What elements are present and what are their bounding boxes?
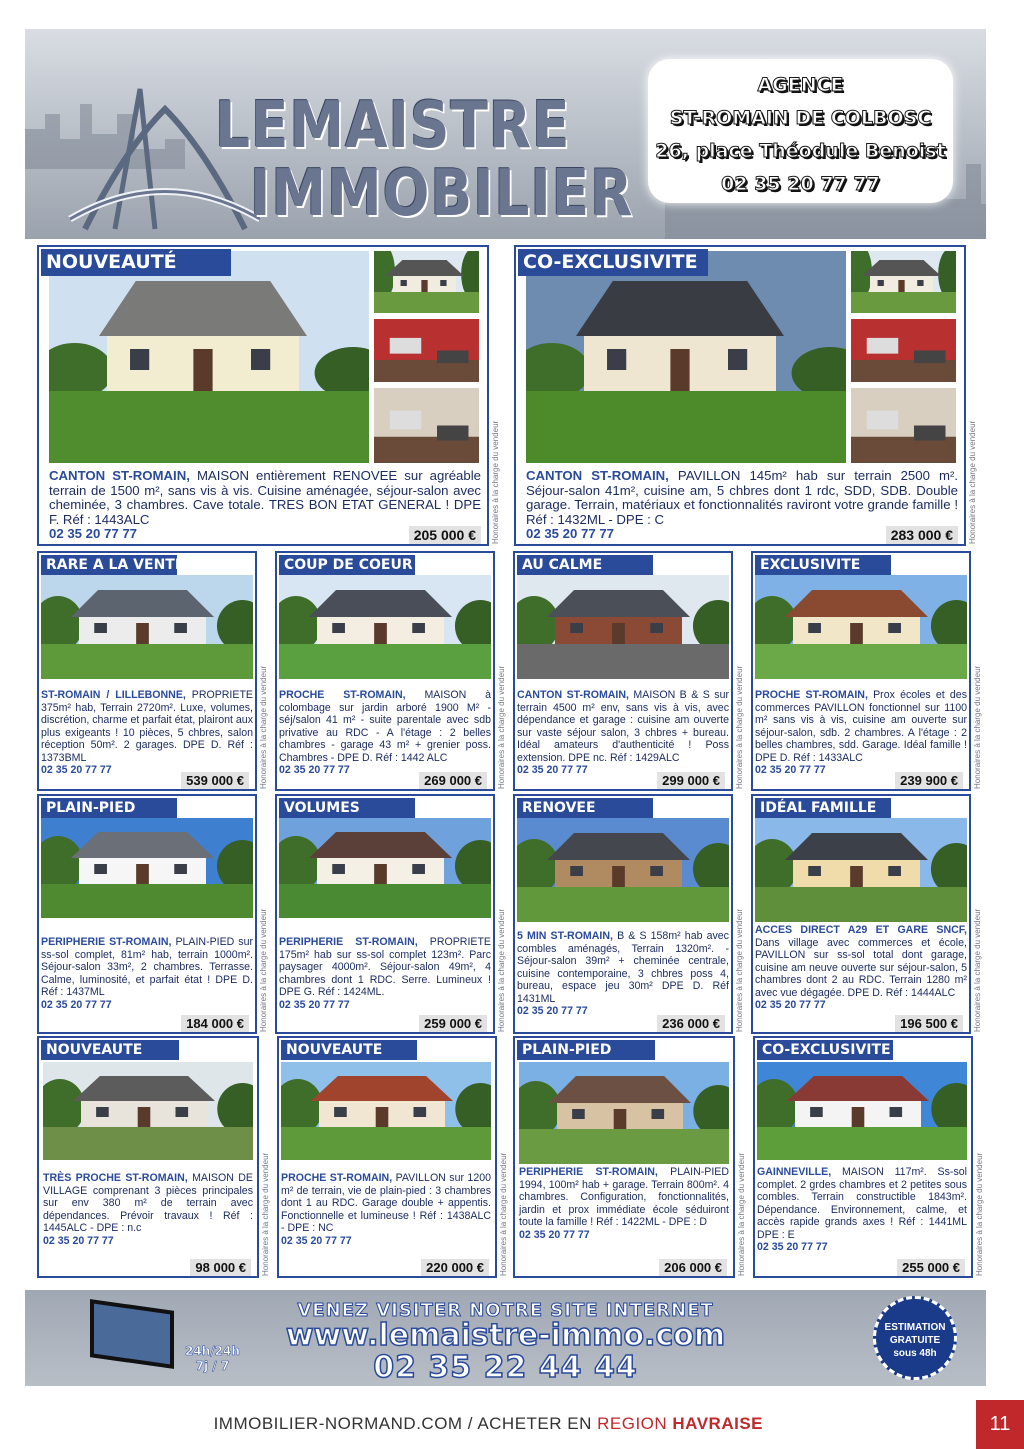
- listing-location: PERIPHERIE ST-ROMAIN,: [279, 936, 418, 948]
- house-photo-icon: [517, 818, 729, 922]
- fees-note: Honoraires à la charge du vendeur: [973, 908, 982, 1032]
- listing-photo[interactable]: [279, 818, 491, 918]
- listing-location: TRÈS PROCHE ST-ROMAIN,: [43, 1172, 188, 1184]
- listing-card[interactable]: [513, 794, 744, 1034]
- house-photo-icon: [517, 575, 729, 679]
- listing-text: [757, 1166, 967, 1254]
- listing-location: ST-ROMAIN / LILLEBONNE,: [41, 689, 186, 701]
- listing-price: 184 000 €: [181, 1015, 249, 1032]
- listing-photo[interactable]: [374, 251, 479, 313]
- logo-text-line2: IMMOBILIER: [250, 157, 634, 231]
- website-phone[interactable]: 02 35 22 44 44: [373, 1350, 638, 1385]
- listing-photo[interactable]: [851, 251, 956, 313]
- listing-text: [755, 689, 967, 777]
- listing-photo[interactable]: [851, 388, 956, 463]
- listing-location: PERIPHERIE ST-ROMAIN,: [41, 936, 172, 948]
- listing-card[interactable]: [751, 551, 982, 791]
- listing-phone[interactable]: 02 35 20 77 77: [517, 1005, 588, 1017]
- listing-card[interactable]: [37, 551, 268, 791]
- fees-note: Honoraires à la charge du vendeur: [259, 665, 268, 789]
- listing-tag: NOUVEAUTE: [281, 1040, 417, 1060]
- fees-note: Honoraires à la charge du vendeur: [975, 1152, 984, 1276]
- listing-card[interactable]: [275, 551, 506, 791]
- listing-price: 269 000 €: [419, 772, 487, 789]
- listing-phone[interactable]: 02 35 20 77 77: [517, 764, 588, 776]
- listing-phone[interactable]: 02 35 20 77 77: [49, 526, 137, 541]
- listing-tag: PLAIN-PIED: [41, 798, 177, 818]
- listing-phone[interactable]: 02 35 20 77 77: [41, 998, 112, 1011]
- listing-photo[interactable]: [41, 575, 253, 679]
- listing-phone[interactable]: 02 35 20 77 77: [755, 764, 826, 776]
- listing-card[interactable]: [37, 1036, 270, 1278]
- interior-photo-icon: [851, 319, 956, 382]
- listing-phone[interactable]: 02 35 20 77 77: [41, 764, 112, 776]
- listing-photo[interactable]: [757, 1062, 967, 1160]
- listing-price: 236 000 €: [657, 1015, 725, 1032]
- fees-note: Honoraires à la charge du vendeur: [497, 665, 506, 789]
- listing-tag: COUP DE COEUR: [279, 555, 415, 575]
- footer-region: REGION: [597, 1414, 673, 1433]
- listing-text: [279, 936, 491, 1011]
- listing-card[interactable]: [37, 245, 500, 546]
- listing-price: 98 000 €: [190, 1259, 251, 1276]
- listing-description: MAISON 117m². Ss-sol complet. 2 grdes chambres et 2 petites sous combles. Terrain constructible 1843m². Dépendance. Environnement, calme, et accès rapide grands axes ! Réf : 1441ML DPE : E: [757, 1166, 967, 1241]
- house-photo-icon: [281, 1062, 491, 1160]
- listing-location: ACCES DIRECT A29 ET GARE SNCF,: [755, 924, 967, 936]
- listing-price: 220 000 €: [421, 1259, 489, 1276]
- listing-location: PROCHE ST-ROMAIN,: [755, 689, 868, 701]
- listing-photo[interactable]: [49, 251, 369, 463]
- house-photo-icon: [279, 818, 491, 918]
- listing-phone[interactable]: 02 35 20 77 77: [755, 999, 826, 1011]
- footer-acheter: ACHETER EN: [477, 1414, 598, 1433]
- listing-location: CANTON ST-ROMAIN,: [49, 468, 190, 483]
- listing-description: MAISON DE VILLAGE comprenant 3 pièces principales sur env 380 m² de terrain avec dépendances. Prévoir travaux ! Réf : 1445ALC - DPE : n.c: [43, 1172, 253, 1234]
- agency-title: AGENCE: [757, 74, 844, 96]
- fees-note: Honoraires à la charge du vendeur: [735, 908, 744, 1032]
- listing-text: [755, 924, 967, 1012]
- listing-card[interactable]: [513, 551, 744, 791]
- listing-card[interactable]: [277, 1036, 508, 1278]
- listing-photo[interactable]: [374, 319, 479, 382]
- listing-photo[interactable]: [517, 818, 729, 922]
- house-photo-icon: [755, 818, 967, 922]
- house-photo-icon: [41, 818, 253, 918]
- listing-tag: AU CALME: [517, 555, 653, 575]
- listing-text: [279, 689, 491, 777]
- fees-note: Honoraires à la charge du vendeur: [261, 1152, 270, 1276]
- listing-text: [41, 936, 253, 1011]
- listing-location: CANTON ST-ROMAIN,: [526, 468, 669, 483]
- listing-description: PAVILLON sur 1200 m² de terrain, vie de plain-pied : 3 chambres dont 1 au RDC. Garage double + appentis. Fonctionnelle et lumineuse ! Réf : 1438ALC - DPE : NC: [281, 1172, 491, 1234]
- listing-tag: RENOVEE: [517, 798, 653, 818]
- badge-line1: ESTIMATION: [884, 1322, 946, 1333]
- listing-price: 206 000 €: [659, 1259, 727, 1276]
- listing-location: CANTON ST-ROMAIN,: [517, 689, 629, 701]
- listing-description: B & S 158m² hab avec combles aménagés, Terrain 1320m². -Séjour-salon 39m² + cheminée centrale, cuisine contemporaine, 3 chbres poss 4, bureau, espace jeu 30m² DPE D. Réf 1431ML: [517, 930, 729, 1005]
- page-number: 11: [976, 1400, 1024, 1449]
- listing-photo[interactable]: [517, 575, 729, 679]
- listing-card[interactable]: [753, 1036, 984, 1278]
- listing-photo[interactable]: [851, 319, 956, 382]
- listing-text: [519, 1166, 729, 1241]
- listing-photo[interactable]: [755, 818, 967, 922]
- listing-price: 283 000 €: [886, 526, 958, 544]
- listing-phone[interactable]: 02 35 20 77 77: [526, 526, 614, 541]
- website-url[interactable]: www.lemaistre-immo.com: [285, 1318, 726, 1353]
- interior-photo-icon: [851, 388, 956, 463]
- listing-description: MAISON B & S sur terrain 4500 m² env, sans vis à vis, avec dépendance et garage : cuisine am ouverte sur vaste séjour salon, 3 chbres + bureau. Idéal amateurs d'authenticité ! Poss extension. DPE nc. Réf : 1429ALC: [517, 689, 729, 764]
- listing-description: PLAIN-PIED sur ss-sol complet, 81m² hab, terrain 1000m². Séjour-salon 33m², 2 chambres. Terrasse. Calme, luminosité, et parfait état ! DPE D. Réf : 1437ML: [41, 936, 253, 998]
- fees-note: Honoraires à la charge du vendeur: [491, 420, 500, 544]
- footer-site[interactable]: IMMOBILIER-NORMAND.COM /: [213, 1414, 478, 1433]
- fees-note: Honoraires à la charge du vendeur: [735, 665, 744, 789]
- listing-phone[interactable]: 02 35 20 77 77: [279, 998, 350, 1011]
- fees-note: Honoraires à la charge du vendeur: [973, 665, 982, 789]
- house-photo-icon: [851, 251, 956, 313]
- listing-photo[interactable]: [279, 575, 491, 679]
- listing-photo[interactable]: [519, 1062, 729, 1164]
- listing-location: PROCHE ST-ROMAIN,: [281, 1172, 393, 1184]
- listing-photo[interactable]: [281, 1062, 491, 1160]
- house-photo-icon: [374, 251, 479, 313]
- listing-phone[interactable]: 02 35 20 77 77: [281, 1234, 352, 1247]
- agency-phone: 02 35 20 77 77: [721, 173, 880, 195]
- listing-card[interactable]: [37, 794, 268, 1034]
- fees-note: Honoraires à la charge du vendeur: [968, 420, 977, 544]
- listing-photo[interactable]: [755, 575, 967, 679]
- agency-address: 26, place Théodule Benoist: [655, 140, 946, 162]
- listing-text: [517, 689, 729, 777]
- listing-photo[interactable]: [374, 388, 479, 463]
- house-photo-icon: [41, 575, 253, 679]
- listing-phone[interactable]: 02 35 20 77 77: [757, 1241, 828, 1253]
- house-photo-icon: [43, 1062, 253, 1160]
- listing-price: 255 000 €: [897, 1259, 965, 1276]
- listing-location: 5 MIN ST-ROMAIN,: [517, 930, 613, 942]
- listing-card[interactable]: [514, 245, 977, 546]
- listing-tag: PLAIN-PIED: [517, 1040, 655, 1060]
- listing-tag: RARE A LA VENTE: [41, 555, 177, 575]
- listing-description: PAVILLON 145m² hab sur terrain 2500 m². Séjour-salon 41m², cuisine am, 5 chbres dont 1 rdc, SDD, SDB. Double garage. Terrain, matériaux et fonctionnalités raviront votre grande famille ! Réf : 1432ML - DPE : C: [526, 468, 958, 527]
- listing-card[interactable]: [513, 1036, 746, 1278]
- listing-phone[interactable]: 02 35 20 77 77: [279, 764, 350, 776]
- listing-card[interactable]: [751, 794, 982, 1034]
- agency-town: ST-ROMAIN DE COLBOSC: [669, 107, 932, 129]
- house-photo-icon: [757, 1062, 967, 1160]
- listing-photo[interactable]: [526, 251, 846, 463]
- fees-note: Honoraires à la charge du vendeur: [737, 1152, 746, 1276]
- house-photo-icon: [526, 251, 846, 463]
- fees-note: Honoraires à la charge du vendeur: [499, 1152, 508, 1276]
- listing-description: Prox écoles et des commerces PAVILLON fonctionnel sur 1100 m² sans vis à vis, cuisine am ouverte sur séjour-salon, sdb. 2 chambres. A l'étage : 2 belles chambres, sdd. Garage. Idéal famille ! DPE D. Réf : 1433ALC: [755, 689, 967, 764]
- hours-line1: 24h/24h: [185, 1344, 240, 1358]
- listing-tag: IDÉAL FAMILLE: [755, 798, 891, 818]
- listing-photo[interactable]: [41, 818, 253, 918]
- listing-description: PROPRIETE 175m² hab sur ss-sol complet 123m². Parc paysager 4000m². Séjour-salon 49m², 4 chambres dont 1 RDC. Serre. Lumineux ! DPE G. Réf : 1424ML.: [279, 936, 491, 998]
- listing-price: 205 000 €: [409, 526, 481, 544]
- listing-description: Dans village avec commerces et école, PAVILLON sur ss-sol total dont garage, cuisine am neuve ouverte sur séjour-salon, 5 chambres dont 2 au RDC. Terrain 1280 m² avec vue dégagée. DPE D. Réf : 1444ALC: [755, 936, 967, 999]
- page-footer: [0, 1414, 975, 1434]
- listing-description: PROPRIETE 375m² hab, Terrain 2720m². Luxe, volumes, discrétion, charme et parfait état, plairont aux plus exigeants ! 10 pièces, 5 chbres, salon réception 50m². 2 garages. DPE D. Réf : 1373BML: [41, 689, 253, 764]
- website-invite: VENEZ VISITER NOTRE SITE INTERNET: [297, 1300, 714, 1321]
- listing-card[interactable]: [275, 794, 506, 1034]
- listing-price: 299 000 €: [657, 772, 725, 789]
- company-logo: [65, 69, 665, 239]
- interior-photo-icon: [374, 319, 479, 382]
- house-photo-icon: [755, 575, 967, 679]
- listing-price: 196 500 €: [895, 1015, 963, 1032]
- listing-location: GAINNEVILLE,: [757, 1166, 832, 1178]
- agency-contact-box: [648, 59, 953, 203]
- footer-havraise: HAVRAISE: [672, 1414, 763, 1433]
- listing-phone[interactable]: 02 35 20 77 77: [519, 1228, 590, 1241]
- listing-tag: NOUVEAUTE: [41, 1040, 179, 1060]
- listing-tag: CO-EXCLUSIVITE: [518, 249, 708, 276]
- listing-location: PROCHE ST-ROMAIN,: [279, 689, 406, 701]
- interior-photo-icon: [374, 388, 479, 463]
- listing-description: MAISON entièrement RENOVEE sur agréable terrain de 1500 m², sans vis à vis. Cuisine aménagée, séjour-salon avec cheminée, 3 chambres. Cave totale. TRES BON ETAT GENERAL ! DPE F. Réf : 1443ALC: [49, 468, 481, 527]
- listing-text: [281, 1172, 491, 1247]
- listing-tag: NOUVEAUTÉ: [41, 249, 231, 276]
- listing-location: PERIPHERIE ST-ROMAIN,: [519, 1166, 658, 1178]
- house-photo-icon: [49, 251, 369, 463]
- badge-line2: GRATUITE: [889, 1335, 941, 1346]
- badge-line3: sous 48h: [893, 1348, 937, 1359]
- website-banner: [25, 1290, 986, 1386]
- logo-text-line1: LEMAISTRE: [215, 89, 571, 163]
- listing-tag: CO-EXCLUSIVITE: [757, 1040, 893, 1060]
- listing-tag: VOLUMES: [279, 798, 415, 818]
- listing-photo[interactable]: [43, 1062, 253, 1160]
- listing-price: 239 900 €: [895, 772, 963, 789]
- listing-text: [41, 689, 253, 777]
- listing-price: 539 000 €: [181, 772, 249, 789]
- fees-note: Honoraires à la charge du vendeur: [259, 908, 268, 1032]
- free-estimation-badge: [873, 1296, 957, 1380]
- listing-text: [43, 1172, 253, 1247]
- hours-line2: 7j / 7: [195, 1359, 230, 1373]
- listing-phone[interactable]: 02 35 20 77 77: [43, 1234, 114, 1247]
- listing-text: [517, 930, 729, 1018]
- house-photo-icon: [519, 1062, 729, 1164]
- fees-note: Honoraires à la charge du vendeur: [497, 908, 506, 1032]
- agency-banner: [25, 29, 986, 239]
- house-photo-icon: [279, 575, 491, 679]
- listing-tag: EXCLUSIVITE: [755, 555, 891, 575]
- listing-description: PLAIN-PIED 1994, 100m² hab + garage. Terrain 800m². 4 chambres. Configuration, fonctionnalités, jardin et prox immédiate école séduiront toute la famille ! Réf : 1422ML - DPE : D: [519, 1166, 729, 1228]
- listing-price: 259 000 €: [419, 1015, 487, 1032]
- listing-description: MAISON à colombage sur jardin arboré 1900 M² - séj/salon 41 m² - suite parentale avec sdb privative au RDC - A l'étage : 2 belles chambres - garage 43 m² + grenier poss. Chambres - DPE D. Réf : 1442 ALC: [279, 689, 491, 764]
